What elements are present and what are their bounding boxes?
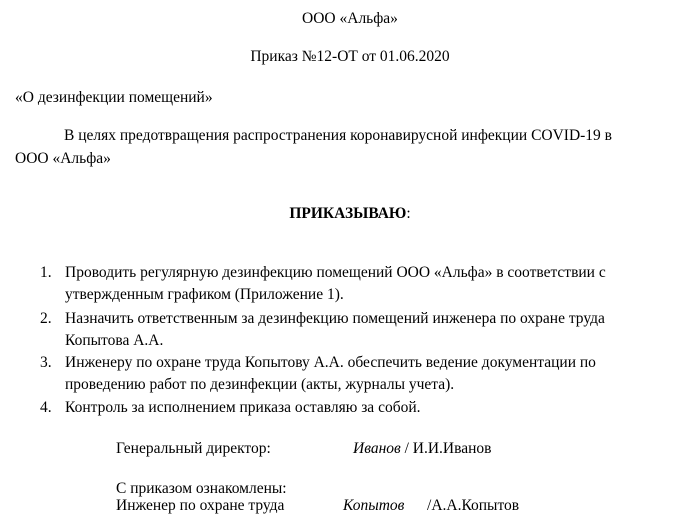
- director-title: Генеральный директор:: [116, 440, 271, 457]
- preamble-line-2: ООО «Альфа»: [15, 150, 111, 167]
- acquaintance-heading: С приказом ознакомлены:: [116, 480, 287, 497]
- list-item-line: Инженеру по охране труда Копытову А.А. обеспечить ведение документации по: [65, 354, 596, 371]
- list-item-line: Назначить ответственным за дезинфекцию помещений инженера по охране труда: [65, 310, 605, 327]
- director-signature: Иванов: [353, 440, 401, 457]
- acquaintance-signature: Копытов: [343, 497, 405, 514]
- order-subject: «О дезинфекции помещений»: [15, 89, 213, 106]
- decree-word: ПРИКАЗЫВАЮ: [289, 205, 407, 222]
- list-item-line: Контроль за исполнением приказа оставляю за собой.: [65, 399, 421, 416]
- list-item-number: 1.: [40, 264, 52, 281]
- acquaintance-name-line: [427, 497, 519, 515]
- decree-heading: [0, 205, 700, 223]
- organization-name: ООО «Альфа»: [302, 10, 398, 27]
- list-item-number: 3.: [40, 354, 52, 371]
- director-name: И.И.Иванов: [412, 440, 492, 457]
- acquaintance-position: Инженер по охране труда: [116, 497, 285, 514]
- list-item-line: Копытова А.А.: [65, 332, 164, 349]
- list-item-line: Проводить регулярную дезинфекцию помещений ООО «Альфа» в соответствии с: [65, 264, 606, 281]
- director-separator: /: [400, 440, 413, 457]
- order-header: Приказ №12-ОТ от 01.06.2020: [250, 48, 450, 65]
- acquaintance-name: А.А.Копытов: [431, 497, 520, 514]
- decree-colon: :: [406, 205, 411, 222]
- acquaintance-separator: /: [427, 497, 432, 514]
- preamble-line-1: В целях предотвращения распространения коронавирусной инфекции COVID-19 в: [64, 127, 613, 144]
- list-item-number: 2.: [40, 310, 52, 327]
- director-signature-line: [353, 440, 492, 458]
- list-item-line: проведению работ по дезинфекции (акты, журналы учета).: [65, 376, 455, 393]
- list-item-line: утвержденным графиком (Приложение 1).: [65, 286, 344, 303]
- list-item-number: 4.: [40, 399, 52, 416]
